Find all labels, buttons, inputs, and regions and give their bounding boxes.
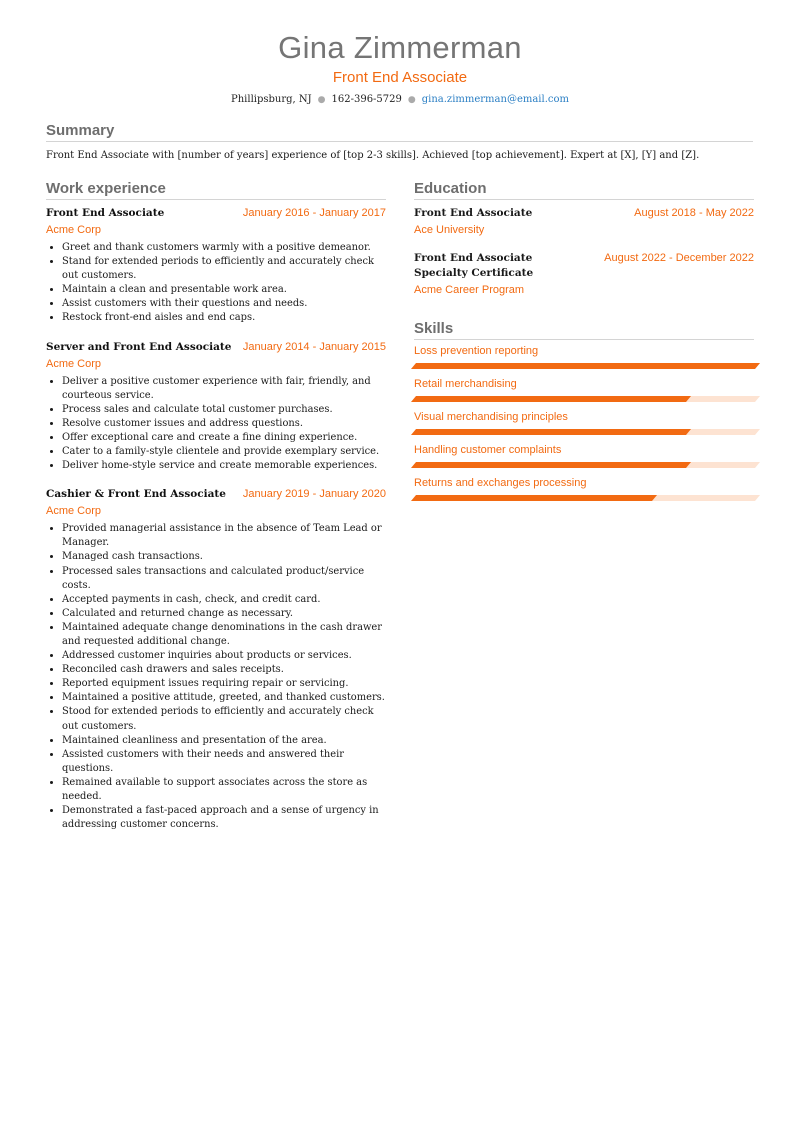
skill-level-fill [411, 363, 760, 369]
skills-heading: Skills [414, 320, 754, 340]
bullet-item: • Maintained a positive attitude, greeted, and thanked customers. [62, 691, 386, 705]
bullet-item: • Demonstrated a fast-paced approach and a sense of urgency in addressing customer concerns. [62, 804, 386, 832]
bullet-item: • Restock front-end aisles and end caps. [62, 311, 386, 325]
work-experience-section [46, 180, 386, 832]
job-entry [46, 206, 386, 326]
education-entry [414, 206, 754, 236]
bullet-item: • Resolve customer issues and address questions. [62, 417, 386, 431]
bullet-item: • Assist customers with their questions and needs. [62, 297, 386, 311]
bullet-item: • Deliver a positive customer experience with fair, friendly, and courteous service. [62, 375, 386, 403]
education-entry [414, 251, 754, 296]
education-section [414, 180, 754, 296]
job-bullets [46, 375, 386, 474]
skill-level-fill [411, 462, 691, 468]
bullet-item: • Addressed customer inquiries about products or services. [62, 649, 386, 663]
summary-heading: Summary [46, 122, 753, 142]
education-heading: Education [414, 180, 754, 200]
bullet-item: • Provided managerial assistance in the absence of Team Lead or Manager. [62, 522, 386, 550]
location: Phillipsburg, NJ [231, 94, 312, 105]
job-dates: January 2014 - January 2015 [242, 340, 386, 353]
skill-name: Visual merchandising principles [414, 411, 568, 423]
education-dates: August 2022 - December 2022 [604, 252, 754, 264]
skill-level-fill [411, 396, 691, 402]
skill-item [414, 377, 754, 406]
skill-item [414, 344, 754, 373]
bullet-item: • Cater to a family-style clientele and provide exemplary service. [62, 445, 386, 459]
job-dates: January 2019 - January 2020 [242, 488, 386, 501]
bullet-item: • Stand for extended periods to efficiently and accurately check out customers. [62, 255, 386, 283]
job-entry [46, 340, 386, 474]
job-company: Acme Corp [46, 505, 102, 518]
skill-name: Handling customer complaints [414, 444, 562, 456]
skill-level-bar [411, 462, 760, 468]
candidate-name: Gina Zimmerman [278, 30, 522, 65]
job-title: Front End Associate [46, 207, 165, 219]
skill-item [414, 443, 754, 472]
job-bullets [46, 522, 386, 832]
bullet-item: • Assisted customers with their needs and answered their questions. [62, 748, 386, 776]
bullet-item: • Reported equipment issues requiring repair or servicing. [62, 677, 386, 691]
candidate-title: Front End Associate [332, 69, 468, 86]
job-entry [46, 487, 386, 832]
bullet-item: • Calculated and returned change as necessary. [62, 607, 386, 621]
job-title: Server and Front End Associate [46, 340, 232, 353]
education-title: Front End Associate Specialty Certificate [414, 252, 534, 279]
bullet-item: • Managed cash transactions. [62, 550, 386, 564]
job-company: Acme Corp [46, 224, 102, 236]
separator-dot-icon: ● [317, 95, 326, 105]
skill-level-bar [411, 429, 760, 435]
skill-item [414, 476, 754, 505]
bullet-item: • Deliver home-style service and create memorable experiences. [62, 459, 386, 473]
education-dates: August 2018 - May 2022 [634, 207, 754, 219]
skills-section [414, 320, 754, 505]
bullet-item: • Greet and thank customers warmly with a positive demeanor. [62, 241, 386, 255]
skill-level-bar [411, 363, 760, 369]
job-company: Acme Corp [46, 357, 102, 370]
skill-level-bar [411, 396, 760, 402]
bullet-item: • Remained available to support associates across the store as needed. [62, 776, 386, 804]
skill-name: Loss prevention reporting [414, 345, 539, 357]
education-title: Front End Associate [414, 207, 533, 219]
bullet-item: • Maintain a clean and presentable work area. [62, 283, 386, 297]
bullet-item: • Process sales and calculate total customer purchases. [62, 403, 386, 417]
skill-name: Returns and exchanges processing [414, 477, 587, 489]
summary-text: Front End Associate with [number of years] experience of [top 2-3 skills]. Achieved [top achievement]. Expert at [X], [Y] and [Z]. [46, 150, 700, 161]
skill-level-bar [411, 495, 760, 501]
skill-name: Retail merchandising [414, 378, 517, 390]
job-title: Cashier & Front End Associate [46, 488, 226, 501]
education-school: Acme Career Program [414, 284, 525, 296]
work-experience-heading: Work experience [46, 180, 386, 200]
bullet-item: • Maintained adequate change denominations in the cash drawer and requested additional change. [62, 621, 386, 649]
bullet-item: • Offer exceptional care and create a fine dining experience. [62, 431, 386, 445]
bullet-item: • Reconciled cash drawers and sales receipts. [62, 663, 386, 677]
job-bullets [46, 241, 386, 326]
separator-dot-icon: ● [407, 95, 416, 105]
bullet-item: • Processed sales transactions and calculated product/service costs. [62, 565, 386, 593]
education-school: Ace University [414, 224, 485, 236]
job-dates: January 2016 - January 2017 [242, 207, 386, 219]
bullet-item: • Stood for extended periods to efficiently and accurately check out customers. [62, 705, 386, 733]
skill-item [414, 410, 754, 439]
bullet-item: • Maintained cleanliness and presentation of the area. [62, 734, 386, 748]
summary-section [46, 122, 753, 163]
phone: 162-396-5729 [331, 94, 402, 105]
right-column [414, 180, 754, 505]
skill-level-fill [411, 429, 691, 435]
email-link[interactable]: gina.zimmerman@email.com [421, 94, 569, 105]
contact-line [0, 94, 800, 105]
bullet-item: • Accepted payments in cash, check, and credit card. [62, 593, 386, 607]
skill-level-fill [411, 495, 657, 501]
